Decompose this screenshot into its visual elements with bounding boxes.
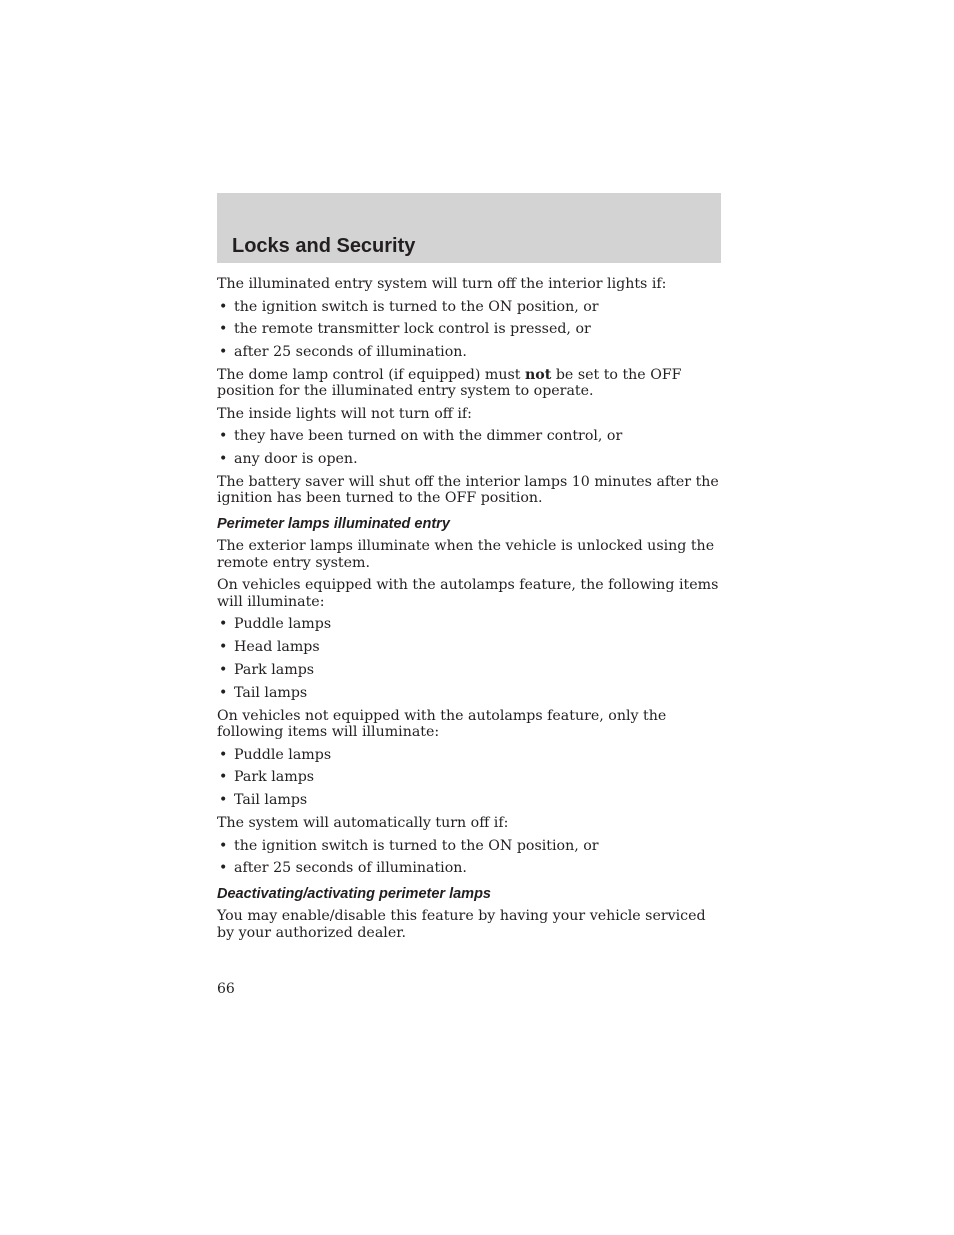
subheading-perimeter-lamps: Perimeter lamps illuminated entry xyxy=(217,515,450,532)
paragraph: The system will automatically turn off if: xyxy=(217,815,509,832)
subheading-deactivating-perimeter-lamps: Deactivating/activating perimeter lamps xyxy=(217,885,491,902)
paragraph: The illuminated entry system will turn off the interior lights if: xyxy=(217,276,667,292)
bullet: • xyxy=(219,616,228,633)
paragraph: The battery saver will shut off the interior lamps 10 minutes after the ignition has been turned to the OFF position. xyxy=(217,473,719,507)
bullet: • xyxy=(219,662,228,679)
list-item: • Park lamps xyxy=(219,769,315,786)
bullet: • xyxy=(219,746,228,763)
bullet-list-turn-off-conditions xyxy=(217,299,721,361)
bullet: • xyxy=(219,298,228,315)
list-item: • Tail lamps xyxy=(219,684,308,701)
list-item: • any door is open. xyxy=(219,451,358,468)
list-item: • the ignition switch is turned to the ON position, or xyxy=(219,837,599,854)
page-number: 66 xyxy=(217,981,235,997)
paragraph-dome-lamp: The dome lamp control (if equipped) must not be set to the OFF position for the illuminated entry system to operate. xyxy=(217,366,682,400)
list-item: • Puddle lamps xyxy=(219,616,332,633)
bullet: • xyxy=(219,321,228,338)
bullet: • xyxy=(219,428,228,445)
bullet: • xyxy=(219,344,228,361)
list-item: • Park lamps xyxy=(219,662,315,679)
bullet-list-auto-off-conditions xyxy=(217,838,721,877)
paragraph: The exterior lamps illuminate when the vehicle is unlocked using the remote entry system. xyxy=(217,538,715,571)
list-item: • Puddle lamps xyxy=(219,746,332,763)
bullet: • xyxy=(219,639,228,656)
paragraph: You may enable/disable this feature by having your vehicle serviced by your authorized dealer. xyxy=(217,908,706,941)
page-content xyxy=(217,276,721,947)
paragraph: On vehicles not equipped with the autolamps feature, only the following items will illuminate: xyxy=(217,707,667,741)
bullet: • xyxy=(219,684,228,701)
list-item: • Head lamps xyxy=(219,639,320,656)
bullet: • xyxy=(219,451,228,468)
bullet-list-autolamps-items xyxy=(217,616,721,701)
list-item: • after 25 seconds of illumination. xyxy=(219,344,467,361)
bullet-list-non-autolamps-items xyxy=(217,747,721,809)
bullet: • xyxy=(219,837,228,854)
paragraph: On vehicles equipped with the autolamps feature, the following items will illuminate: xyxy=(217,577,719,610)
emphasis-not: not xyxy=(524,366,552,383)
bullet: • xyxy=(219,792,228,809)
section-header-bar xyxy=(217,193,721,263)
section-title: Locks and Security xyxy=(232,235,416,257)
paragraph: The inside lights will not turn off if: xyxy=(217,405,472,422)
list-item: • they have been turned on with the dimmer control, or xyxy=(219,428,623,445)
list-item: • the ignition switch is turned to the ON position, or xyxy=(219,298,599,315)
bullet: • xyxy=(219,860,228,877)
list-item: • after 25 seconds of illumination. xyxy=(219,860,467,877)
list-item: • the remote transmitter lock control is pressed, or xyxy=(219,321,591,338)
bullet-list-stay-on-conditions xyxy=(217,428,721,467)
bullet: • xyxy=(219,769,228,786)
list-item: • Tail lamps xyxy=(219,792,308,809)
